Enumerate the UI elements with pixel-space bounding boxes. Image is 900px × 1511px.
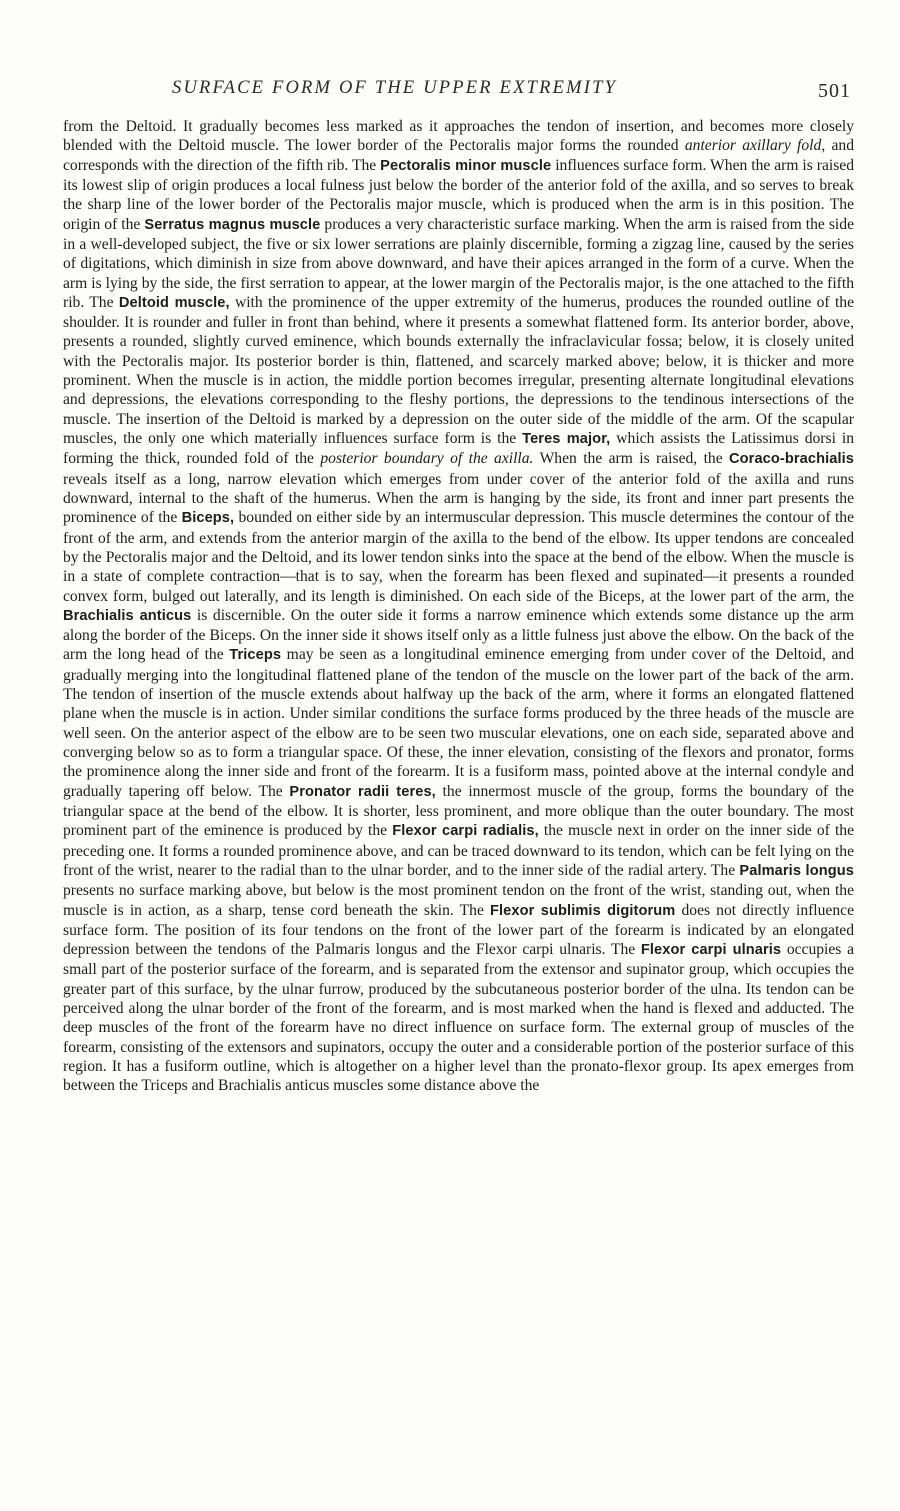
- muscle-term: Serratus magnus muscle: [144, 216, 321, 233]
- text-run: , and corresponds with the direction of the fifth rib. The: [63, 137, 855, 174]
- muscle-term: Flexor carpi ulnaris: [640, 942, 782, 959]
- text-run: When the arm is raised, the: [533, 450, 730, 468]
- text-run: from the Deltoid. It gradually becomes less marked as it approaches the tendon of insertion, and becomes more closely blended with the Deltoid muscle. The lower border of the Pectoralis major forms the rounded: [63, 118, 854, 155]
- muscle-term: Triceps: [229, 647, 282, 664]
- italic-term: anterior axillary fold: [684, 137, 822, 155]
- running-head: SURFACE FORM OF THE UPPER EXTREMITY: [172, 78, 618, 98]
- page-number: 501: [818, 80, 851, 102]
- muscle-term: Deltoid muscle,: [118, 294, 230, 311]
- text-run: does not directly influence surface form. The position of its four tendons on the front of the lower part of the forearm is indicated by an elongated depression between the tendons of the Palmaris longus and the Flexor carpi ulnaris. The: [63, 901, 854, 959]
- text-run: occupies a small part of the posterior surface of the forearm, and is separated from the extensor and supinator group, which occupies the greater part of this surface, by the ulnar furrow, produced by the subcutaneous posterior border of the ulna. Its tendon can be perceived along the ulnar border of the front of the forearm, and is most marked when the hand is flexed and adducted. The deep muscles of the front of the forearm have no direct influence on surface form. The external group of muscles of the forearm, consisting of the extensors and supinators, occupy the outer and a considerable portion of the posterior surface of this region. It has a fusiform outline, which is altogether on a higher level than the pronato-flexor group. Its apex emerges from between the Triceps and Brachialis anticus muscles some distance above the: [63, 941, 854, 1095]
- text-run: with the prominence of the upper extremity of the humerus, produces the rounded outline of the shoulder. It is rounder and fuller in front than behind, where it presents a somewhat flattened form. Its anterior border, above, presents a rounded, slightly curved eminence, which bounds externally the infraclavicular fossa; below, it is closely united with the Pectoralis major. Its posterior border is thin, flattened, and scarcely marked above; below, it is thicker and more prominent. When the muscle is in action, the middle portion becomes irregular, presenting alternate longitudinal elevations and depressions, the elevations corresponding to the fleshy portions, the depressions to the tendinous intersections of the muscle. The insertion of the Deltoid is marked by a depression on the outer side of the middle of the arm. Of the scapular muscles, the only one which materially influences surface form is the: [63, 293, 854, 447]
- text-run: presents no surface marking above, but below is the most prominent tendon on the front of the wrist, standing out, when the muscle is in action, as a sharp, tense cord beneath the skin. The: [63, 882, 854, 919]
- muscle-term: Palmaris longus: [739, 862, 854, 879]
- text-run: is discernible. On the outer side it forms a narrow eminence which extends some distance up the arm along the border of the Biceps. On the inner side it shows itself only as a little fulness just above the elbow. On the back of the arm the long head of the: [63, 606, 854, 664]
- muscle-term: Teres major,: [522, 431, 611, 447]
- muscle-term: Biceps,: [181, 510, 235, 527]
- text-run: bounded on either side by an intermuscular depression. This muscle determines the contour of the front of the arm, and extends from the anterior margin of the axilla to the bend of the elbow. Its upper tendons are concealed by the Pectoralis major and the Deltoid, and its lower tendon sinks into the space at the bend of the elbow. When the muscle is in a state of complete contraction—that is to say, when the forearm has been flexed and supinated—it presents a rounded convex form, bulged out laterally, and its length is diminished. On each side of the Biceps, at the lower part of the arm, the: [63, 509, 855, 605]
- text-run: the muscle next in order on the inner side of the preceding one. It forms a rounded prominence above, and can be traced downward to its tendon, which can be felt lying on the front of the wrist, nearer to the radial than to the ulnar border, and to the inner side of the radial artery. The: [63, 822, 854, 879]
- muscle-term: Flexor sublimis digitorum: [490, 902, 676, 919]
- text-run: reveals itself as a long, narrow elevation which emerges from under cover of the anterior fold of the axilla and runs downward, internal to the shaft of the humerus. When the arm is hanging by the side, its front and inner part presents the prominence of the: [63, 470, 854, 527]
- text-run: may be seen as a longitudinal eminence emerging from under cover of the Deltoid, and gradually merging into the longitudinal flattened plane of the tendon of the muscle on the lower part of the back of the arm. The tendon of insertion of the muscle extends about halfway up the back of the arm, where it forms an elongated flattened plane when the muscle is in action. Under similar conditions the surface forms produced by the three heads of the muscle are well seen. On the anterior aspect of the elbow are to be seen two muscular elevations, one on each side, separated above and converging below so as to form a triangular space. Of these, the inner elevation, consisting of the flexors and pronator, forms the prominence along the inner side and front of the forearm. It is a fusiform mass, pointed above at the internal condyle and gradually tapering off below. The: [63, 646, 855, 800]
- muscle-term: Coraco-brachialis: [729, 451, 855, 468]
- muscle-term: Pronator radii teres,: [289, 783, 436, 800]
- italic-term: posterior boundary of the axilla.: [320, 450, 534, 468]
- text-run: the innermost muscle of the group, forms the boundary of the triangular space at the bend of the elbow. It is shorter, less prominent, and more oblique than the outer boundary. The most prominent part of the eminence is produced by the: [63, 782, 854, 840]
- text-run: influences surface form. When the arm is raised its lowest slip of origin produces a local fulness just below the border of the anterior fold of the axilla, and so serves to break the sharp line of the lower border of the Pectoralis major muscle, which is produced when the arm is in this position. The origin of the: [63, 156, 855, 233]
- muscle-term: Brachialis anticus: [63, 607, 192, 624]
- muscle-term: Flexor carpi radialis,: [392, 823, 539, 840]
- text-run: produces a very characteristic surface marking. When the arm is raised from the side in a well-developed subject, the five or six lower serrations are plainly discernible, forming a zigzag line, caused by the series of digitations, which diminish in size from above downward, and have their apices arranged in the form of a curve. When the arm is lying by the side, the first serration to appear, at the lower margin of the Pectoralis major, is the one attached to the fifth rib. The: [63, 215, 854, 311]
- body-text: [63, 117, 854, 1096]
- paragraph: [63, 117, 854, 1096]
- text-run: which assists the Latissimus dorsi in forming the thick, rounded fold of the: [63, 430, 854, 468]
- muscle-term: Pectoralis minor muscle: [380, 157, 552, 174]
